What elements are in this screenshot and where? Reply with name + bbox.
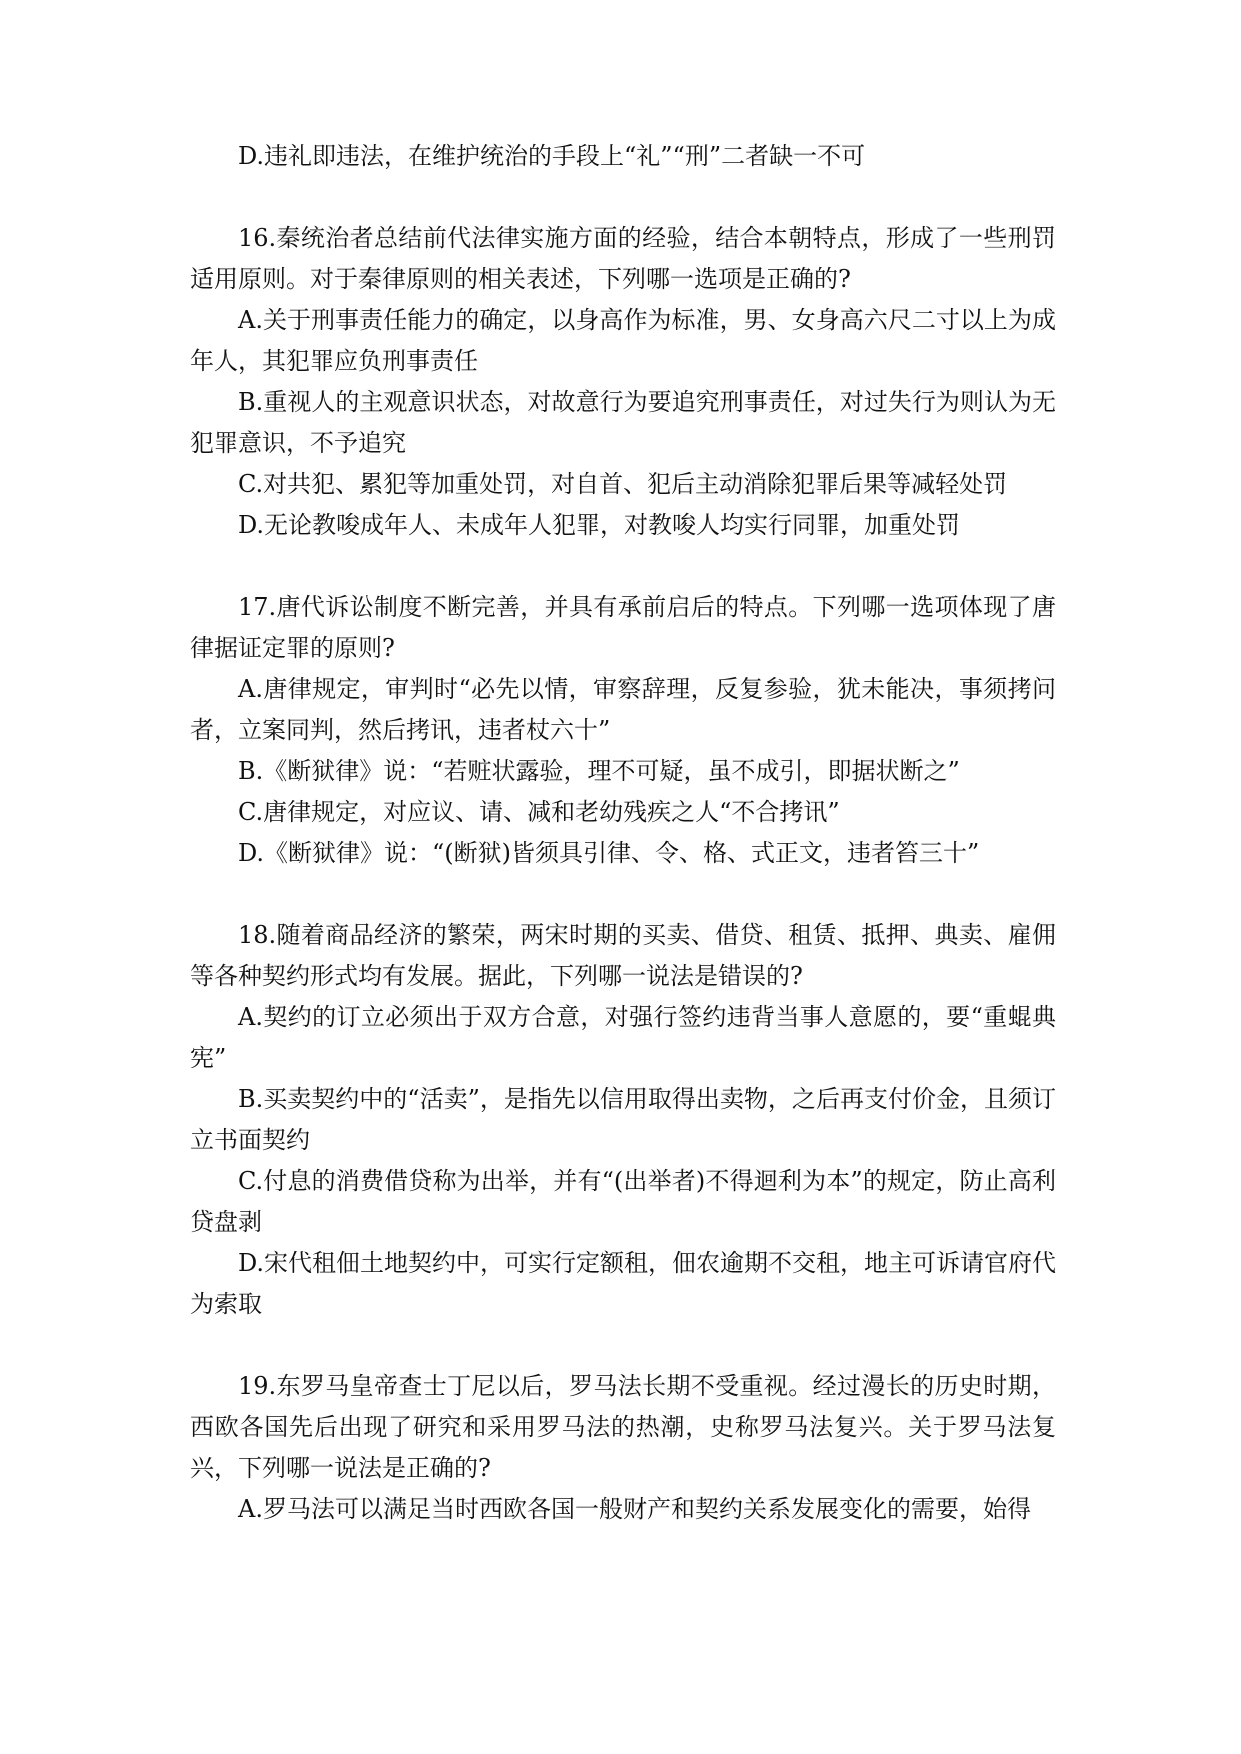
q18-option-a: A.契约的订立必须出于双方合意，对强行签约违背当事人意愿的，要“重蜫典宪” (190, 1003, 1056, 1072)
q16-option-c: C.对共犯、累犯等加重处罚，对自首、犯后主动消除犯罪后果等减轻处罚 (238, 470, 1008, 498)
question-16 (190, 218, 1056, 546)
q17-option-a: A.唐律规定，审判时“必先以情，审察辞理，反复参验，犹未能决，事须拷问者，立案同判，然后拷讯，违者杖六十” (190, 675, 1056, 744)
q18-option-d: D.宋代租佃土地契约中，可实行定额租，佃农逾期不交租，地主可诉请官府代为索取 (190, 1249, 1057, 1318)
question-18 (190, 915, 1056, 1325)
q18-option-c: C.付息的消费借贷称为出举，并有“(出举者)不得迴利为本”的规定，防止高利贷盘剥 (190, 1167, 1056, 1236)
q17-option-b: B.《断狱律》说：“若赃状露验，理不可疑，虽不成引，即据状断之” (238, 757, 960, 785)
q16-option-d: D.无论教唆成年人、未成年人犯罪，对教唆人均实行同罪，加重处罚 (238, 511, 961, 539)
q17-stem: 17.唐代诉讼制度不断完善，并具有承前启后的特点。下列哪一选项体现了唐律据证定罪的原则? (190, 593, 1056, 662)
q16-option-a: A.关于刑事责任能力的确定，以身高作为标准，男、女身高六尺二寸以上为成年人，其犯罪应负刑事责任 (190, 306, 1056, 375)
q18-option-b: B.买卖契约中的“活卖”，是指先以信用取得出卖物，之后再支付价金，且须订立书面契约 (190, 1085, 1056, 1154)
q16-stem: 16.秦统治者总结前代法律实施方面的经验，结合本朝特点，形成了一些刑罚适用原则。对于秦律原则的相关表述，下列哪一选项是正确的? (190, 224, 1056, 293)
q19-stem: 19.东罗马皇帝查士丁尼以后，罗马法长期不受重视。经过漫长的历史时期，西欧各国先后出现了研究和采用罗马法的热潮，史称罗马法复兴。关于罗马法复兴，下列哪一说法是正确的? (190, 1372, 1056, 1482)
q19-option-a: A.罗马法可以满足当时西欧各国一般财产和契约关系发展变化的需要，始得 (238, 1495, 1031, 1523)
q15-option-d: D.违礼即违法，在维护统治的手段上“礼”“刑”二者缺一不可 (238, 142, 866, 170)
document-page (190, 0, 1056, 1530)
question-17 (190, 587, 1056, 874)
q18-stem: 18.随着商品经济的繁荣，两宋时期的买卖、借贷、租赁、抵押、典卖、雇佣等各种契约形式均有发展。据此，下列哪一说法是错误的? (190, 921, 1056, 990)
question-19 (190, 1366, 1056, 1530)
q17-option-d: D.《断狱律》说：“(断狱)皆须具引律、令、格、式正文，违者笞三十” (238, 839, 980, 867)
q17-option-c: C.唐律规定，对应议、请、减和老幼残疾之人“不合拷讯” (238, 798, 840, 826)
q16-option-b: B.重视人的主观意识状态，对故意行为要追究刑事责任，对过失行为则认为无犯罪意识，不予追究 (190, 388, 1056, 457)
